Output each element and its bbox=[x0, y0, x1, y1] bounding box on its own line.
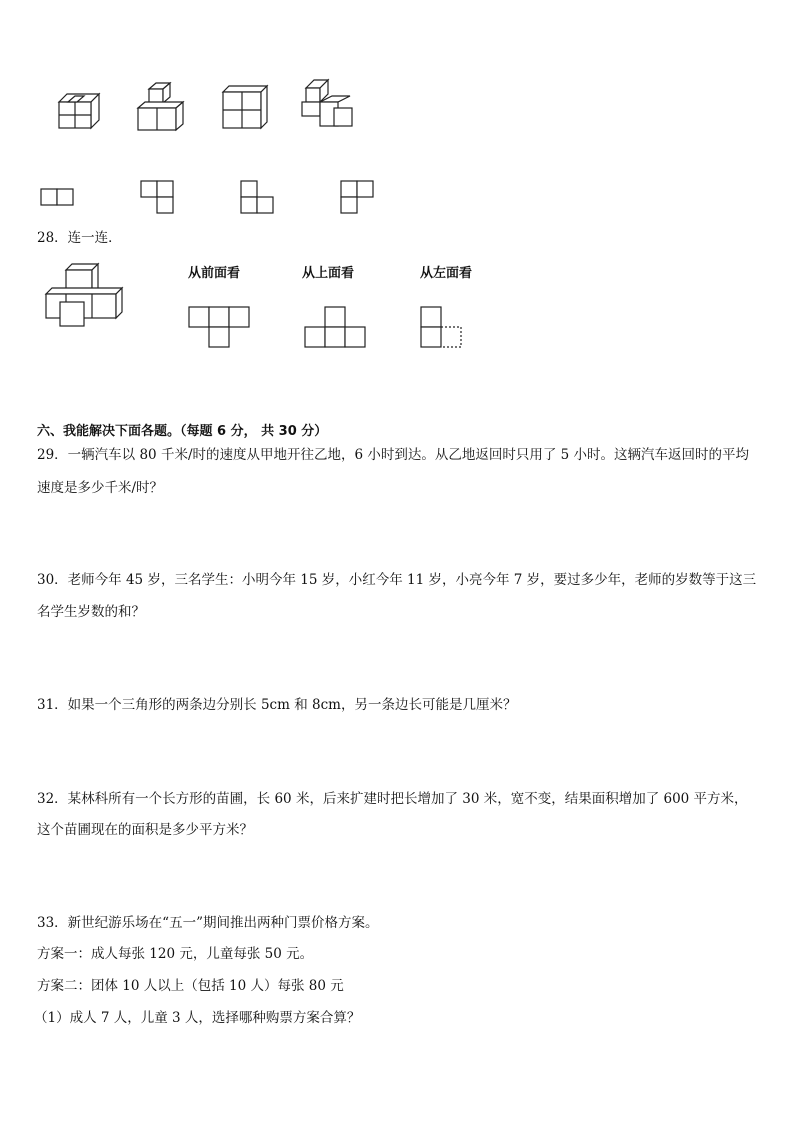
q32-line1: 32．某林科所有一个长方形的苗圃，长 60 米，后来扩建时把长增加了 30 米，宽不变，结果面积增加了 600 平方米， bbox=[37, 791, 748, 807]
section-6-title: 六、我能解决下面各题。（每题 6 分， 共 30 分） bbox=[37, 424, 328, 439]
view-label-left: 从左面看 bbox=[420, 266, 473, 281]
cube-figure-1 bbox=[56, 90, 106, 132]
q33-plan2: 方案二：团体 10 人以上（包括 10 人）每张 80 元 bbox=[37, 978, 344, 994]
left-view-shape bbox=[420, 306, 466, 350]
view-shape-1 bbox=[40, 188, 76, 208]
cube-figure-3 bbox=[220, 84, 272, 132]
front-view-shape bbox=[188, 306, 252, 350]
view-label-front: 从前面看 bbox=[188, 266, 241, 281]
cube-figure-q28 bbox=[42, 262, 124, 330]
q31-line1: 31．如果一个三角形的两条边分别长 5cm 和 8cm，另一条边长可能是几厘米？ bbox=[37, 697, 517, 713]
view-label-top: 从上面看 bbox=[302, 266, 355, 281]
q32-line2: 这个苗圃现在的面积是多少平方米？ bbox=[37, 822, 253, 838]
q33-plan1: 方案一：成人每张 120 元，儿童每张 50 元。 bbox=[37, 946, 314, 962]
cube-figure-4 bbox=[300, 78, 356, 132]
q33-line1: 33．新世纪游乐场在“五一”期间推出两种门票价格方案。 bbox=[37, 915, 379, 931]
q28-title: 28．连一连． bbox=[37, 230, 122, 246]
q33-sub1: （1）成人 7 人，儿童 3 人，选择哪种购票方案合算？ bbox=[34, 1010, 361, 1026]
view-shape-4 bbox=[340, 180, 376, 216]
view-shape-3 bbox=[240, 180, 276, 216]
view-shape-2 bbox=[140, 180, 176, 216]
top-view-shape bbox=[304, 306, 368, 350]
cube-figure-2 bbox=[135, 82, 190, 134]
q30-line1: 30．老师今年 45 岁，三名学生：小明今年 15 岁，小红今年 11 岁，小亮今年 7 岁，要过多少年，老师的岁数等于这三 bbox=[37, 572, 757, 588]
q29-line1: 29．一辆汽车以 80 千米/时的速度从甲地开往乙地，6 小时到达。从乙地返回时只用了 5 小时。这辆汽车返回时的平均 bbox=[37, 447, 750, 463]
q29-line2: 速度是多少千米/时？ bbox=[37, 480, 164, 496]
q30-line2: 名学生岁数的和？ bbox=[37, 604, 145, 620]
